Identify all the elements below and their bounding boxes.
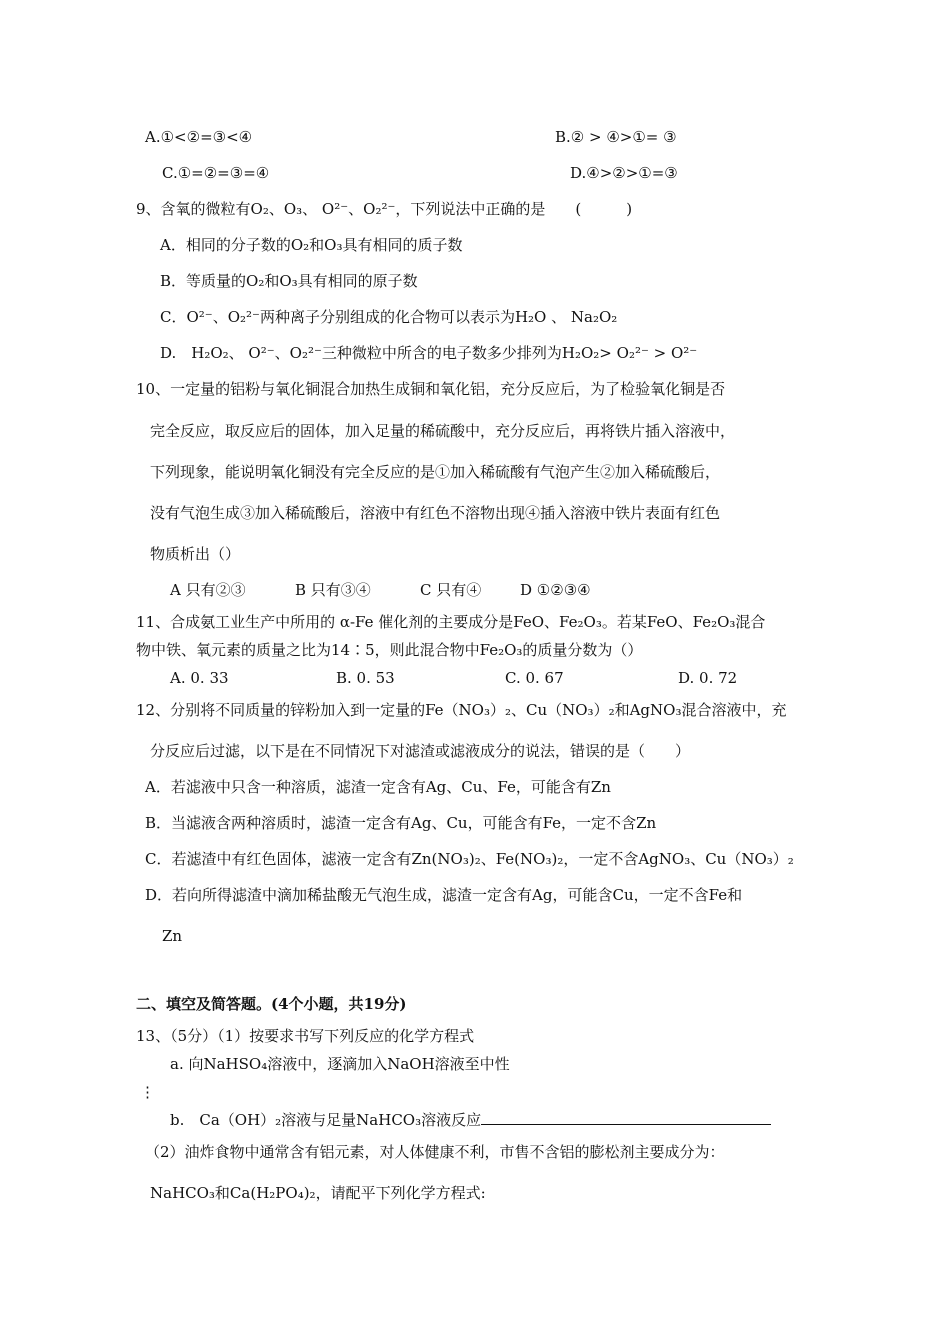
q11-line-2: 物中铁、氧元素的质量之比为14∶5，则此混合物中Fe₂O₃的质量分数为（） [136,641,643,659]
q12-option-c: C．若滤渣中有红色固体，滤液一定含有Zn(NO₃)₂、Fe(NO₃)₂，一定不含AgNO₃、Cu（NO₃）₂ [145,850,794,868]
q10-line-3: 下列现象，能说明氧化铜没有完全反应的是①加入稀硫酸有气泡产生②加入稀硫酸后， [150,463,721,481]
q12-option-a: A．若滤液中只含一种溶质，滤渣一定含有Ag、Cu、Fe，可能含有Zn [145,778,611,796]
q11-option-b: B. 0. 53 [336,669,395,687]
section-2-heading: 二、填空及简答题。(4个小题，共19分) [136,995,407,1013]
q12-line-1: 12、分别将不同质量的锌粉加入到一定量的Fe（NO₃）₂、Cu（NO₃）₂和AgNO₃混合溶液中，充 [136,701,787,719]
q13-part-2-line-2: NaHCO₃和Ca(H₂PO₄)₂，请配平下列化学方程式: [150,1184,486,1202]
q12-option-b: B．当滤液含两种溶质时，滤渣一定含有Ag、Cu，可能含有Fe，一定不含Zn [145,814,657,832]
q13-part-b-text: b. Ca（OH）₂溶液与足量NaHCO₃溶液反应 [170,1111,482,1129]
q9-stem: 9、含氧的微粒有O₂、O₃、 O²⁻、O₂²⁻，下列说法中正确的是 ( ) [136,200,633,218]
q9-option-d: D. H₂O₂、 O²⁻、O₂²⁻三种微粒中所含的电子数多少排列为H₂O₂> O₂²⁻ > O²⁻ [160,344,698,362]
answer-blank[interactable] [481,1110,771,1125]
q10-line-2: 完全反应，取反应后的固体，加入足量的稀硫酸中，充分反应后，再将铁片插入溶液中， [150,422,736,440]
q13-stem: 13、（5分）（1）按要求书写下列反应的化学方程式 [136,1027,475,1045]
q10-line-4: 没有气泡生成③加入稀硫酸后，溶液中有红色不溶物出现④插入溶液中铁片表面有红色 [150,504,721,522]
q13-part-2-line-1: （2）油炸食物中通常含有铝元素，对人体健康不利，市售不含铝的膨松剂主要成分为： [145,1143,725,1161]
q13-ellipsis: ⋮ [140,1083,155,1101]
q9-option-b: B．等质量的O₂和O₃具有相同的原子数 [160,272,418,290]
q10-option-c: C 只有④ [420,581,482,599]
q13-part-b [170,1110,771,1130]
q10-option-b: B 只有③④ [295,581,371,599]
q9-option-a: A．相同的分子数的O₂和O₃具有相同的质子数 [160,236,463,254]
q11-option-c: C. 0. 67 [505,669,564,687]
q11-option-a: A. 0. 33 [170,669,229,687]
q8-option-d: D.④>②>①=③ [570,164,678,182]
q9-option-c: C．O²⁻、O₂²⁻两种离子分别组成的化合物可以表示为H₂O 、 Na₂O₂ [160,308,618,326]
q10-line-5: 物质析出（） [150,545,241,563]
q11-option-d: D. 0. 72 [678,669,738,687]
q12-option-d-line-2: Zn [162,927,183,945]
q11-line-1: 11、合成氨工业生产中所用的 α-Fe 催化剂的主要成分是FeO、Fe₂O₃。若某FeO、Fe₂O₃混合 [136,613,766,631]
q8-option-a: A.①<②=③<④ [145,128,253,146]
q8-option-b: B.② > ④>①= ③ [555,128,677,146]
q10-option-d: D ①②③④ [520,581,591,599]
q10-line-1: 10、一定量的铝粉与氧化铜混合加热生成铜和氧化铝，充分反应后，为了检验氧化铜是否 [136,380,726,398]
q12-option-d-line-1: D．若向所得滤渣中滴加稀盐酸无气泡生成，滤渣一定含有Ag，可能含Cu，一定不含Fe和 [145,886,743,904]
q8-option-c: C.①=②=③=④ [162,164,270,182]
q12-line-2: 分反应后过滤，以下是在不同情况下对滤渣或滤液成分的说法，错误的是（ ） [150,742,691,760]
q13-part-a: a. 向NaHSO₄溶液中，逐滴加入NaOH溶液至中性 [170,1055,510,1073]
q10-option-a: A 只有②③ [170,581,246,599]
